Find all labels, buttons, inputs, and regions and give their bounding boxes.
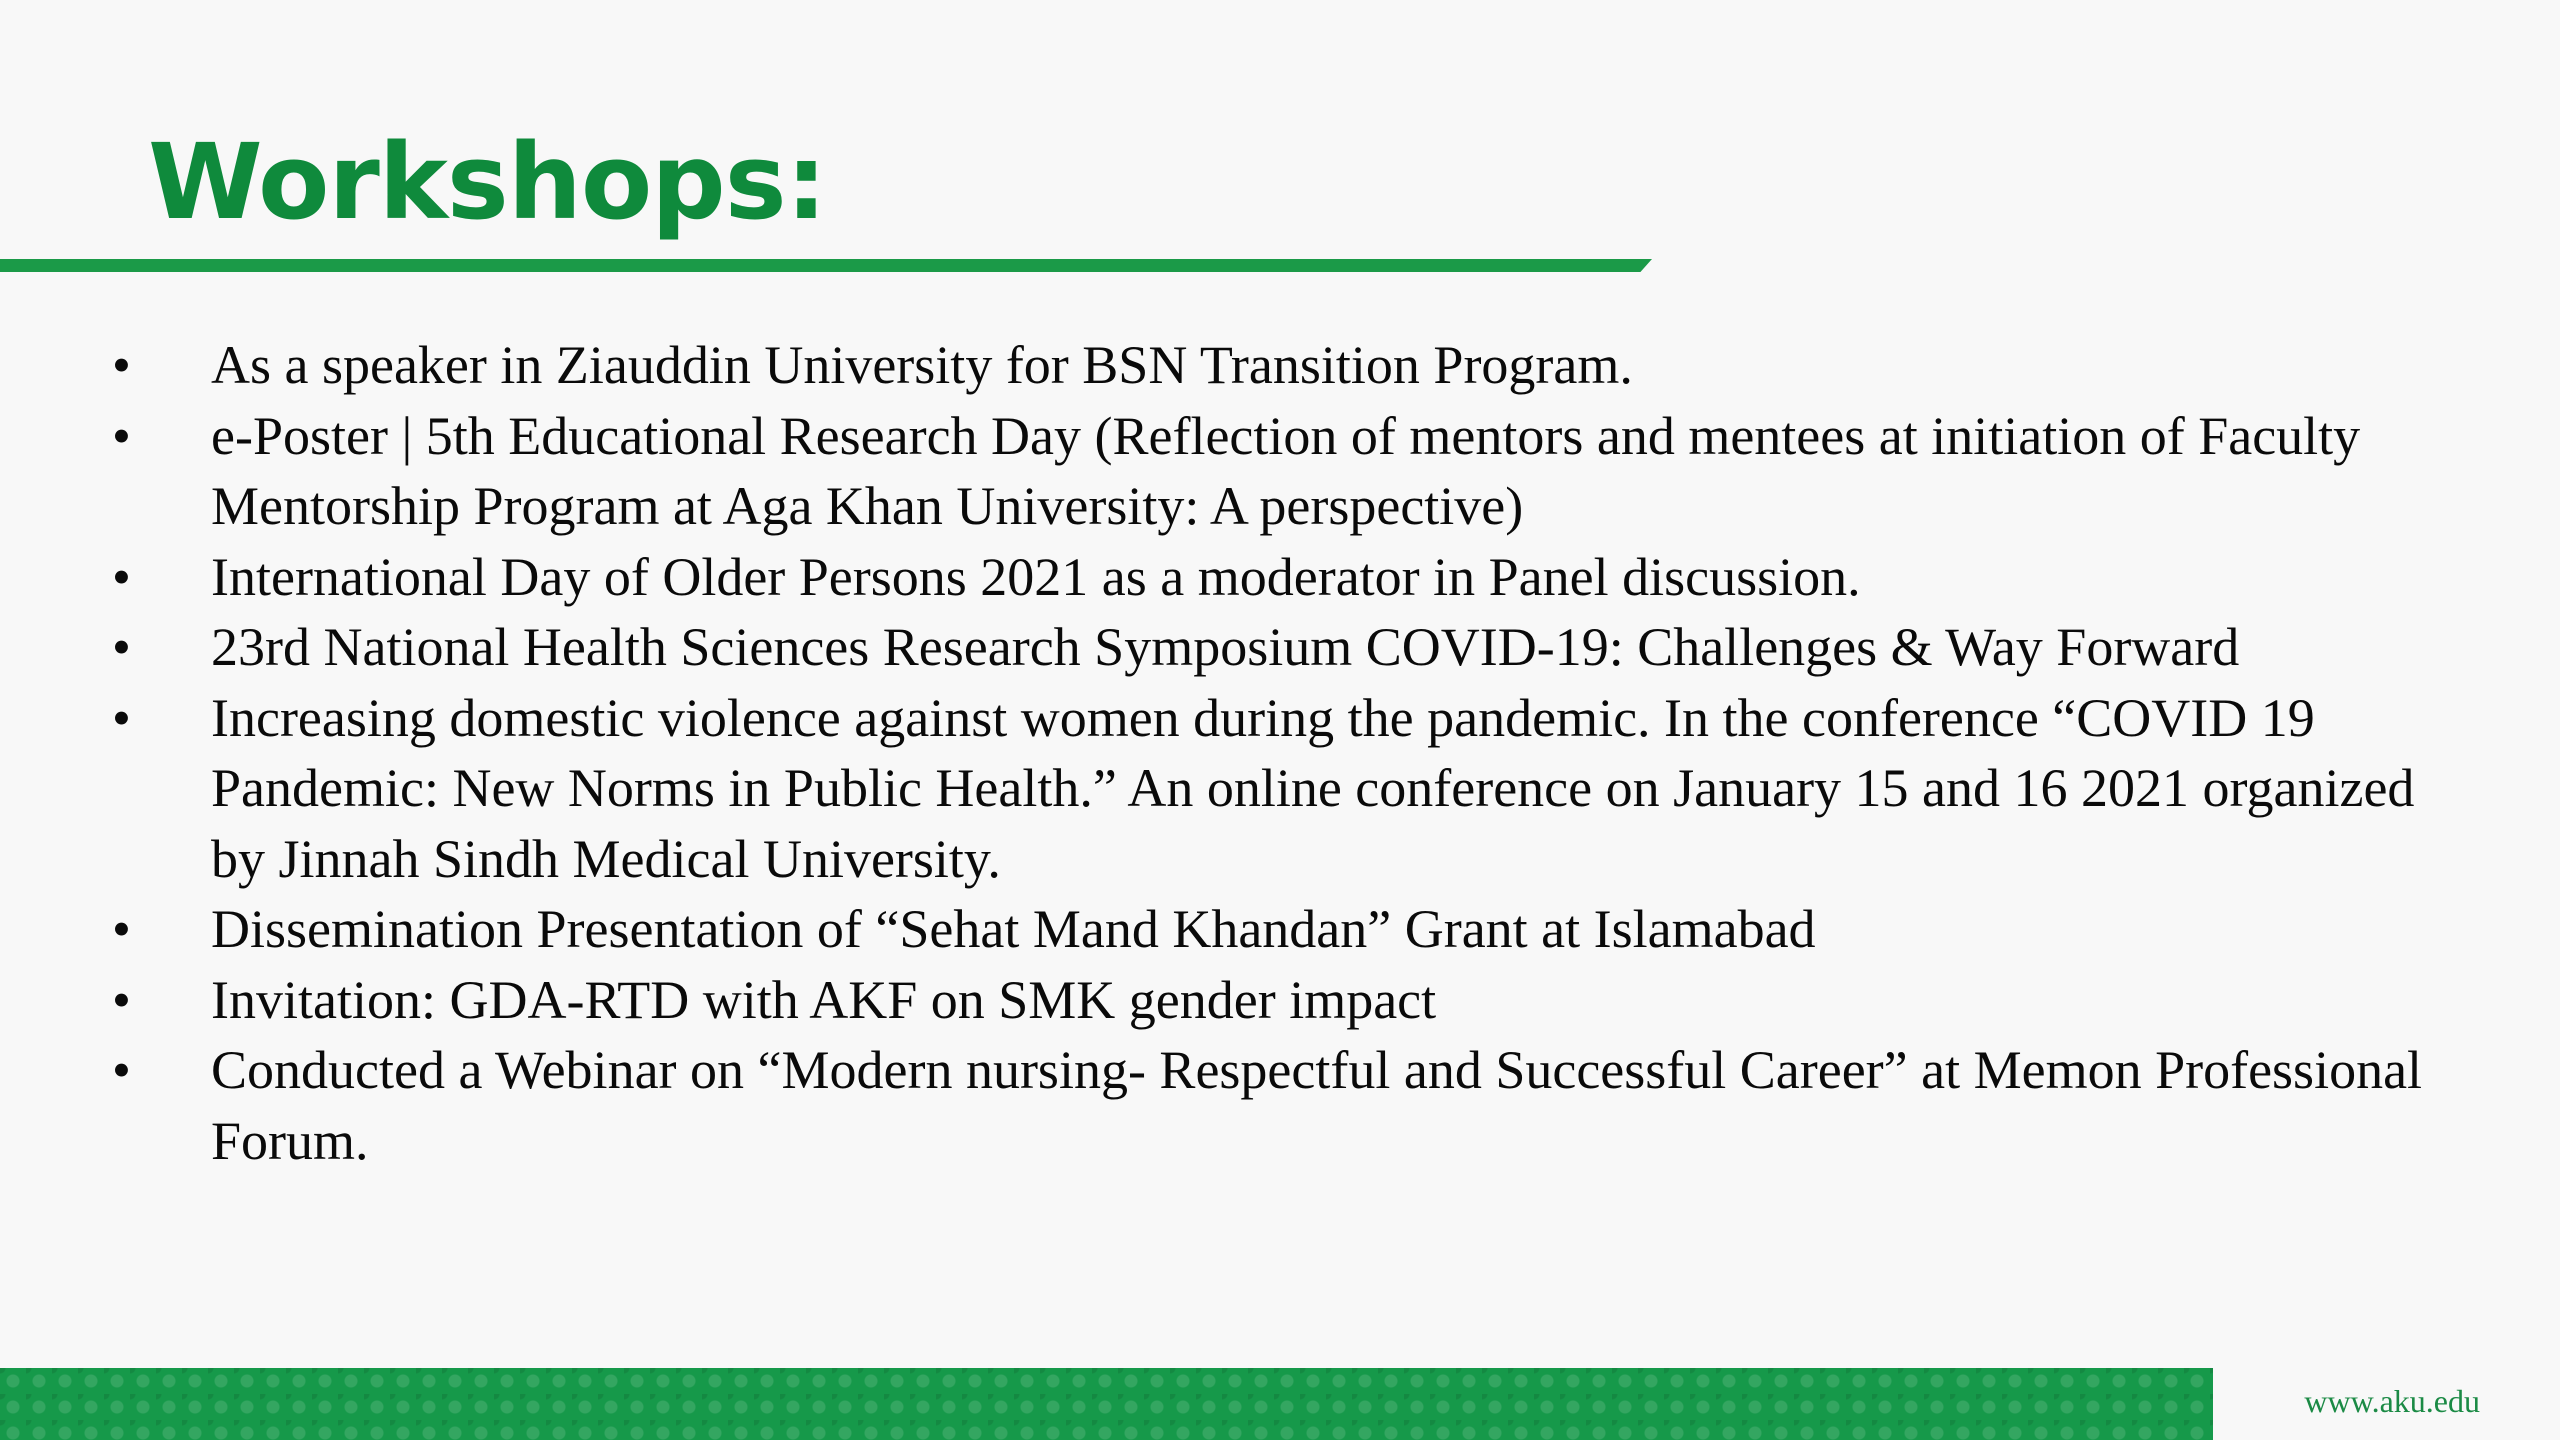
footer-pattern-band: [0, 1368, 2213, 1440]
title-underline-rule: [0, 259, 1652, 272]
bullet-icon: •: [112, 899, 131, 959]
list-item: [0, 965, 2451, 1036]
list-item-text: 23rd National Health Sciences Research Symposium COVID-19: Challenges & Way Forward: [211, 617, 2240, 677]
list-item-text: e-Poster | 5th Educational Research Day (Reflection of mentors and mentees at initiation of Faculty Mentorship Program at Aga Khan University: A perspective): [211, 405, 2361, 536]
list-item: [0, 683, 2451, 895]
list-item: [0, 542, 2451, 613]
list-item-text: Increasing domestic violence against women during the pandemic. In the conference “COVID 19 Pandemic: New Norms in Public Health.” An online conference on January 15 and 16 2021 organized by Jinnah Sindh Medical University.: [211, 687, 2415, 889]
bullet-icon: •: [112, 687, 131, 748]
list-item: [0, 401, 2451, 542]
slide-title: Workshops:: [148, 121, 827, 243]
bullet-icon: •: [112, 546, 131, 607]
workshop-list: [0, 330, 2500, 1176]
bullet-icon: •: [112, 335, 131, 395]
footer-website-url: www.aku.edu: [2304, 1383, 2480, 1419]
list-item-text: Dissemination Presentation of “Sehat Mand Khandan” Grant at Islamabad: [211, 899, 1816, 959]
bullet-icon: •: [112, 969, 131, 1030]
list-item: [0, 330, 2451, 401]
list-item-text: International Day of Older Persons 2021 as a moderator in Panel discussion.: [211, 546, 1861, 607]
list-item-text: Invitation: GDA-RTD with AKF on SMK gender impact: [211, 969, 1437, 1030]
bullet-icon: •: [112, 617, 131, 677]
list-item: [0, 894, 2451, 965]
list-item: [0, 612, 2451, 683]
list-item-text: As a speaker in Ziauddin University for BSN Transition Program.: [211, 335, 1633, 395]
bullet-icon: •: [112, 405, 131, 466]
list-item-text: Conducted a Webinar on “Modern nursing- Respectful and Successful Career” at Memon Professional Forum.: [211, 1040, 2423, 1171]
bullet-icon: •: [112, 1040, 131, 1100]
list-item: [0, 1035, 2451, 1176]
